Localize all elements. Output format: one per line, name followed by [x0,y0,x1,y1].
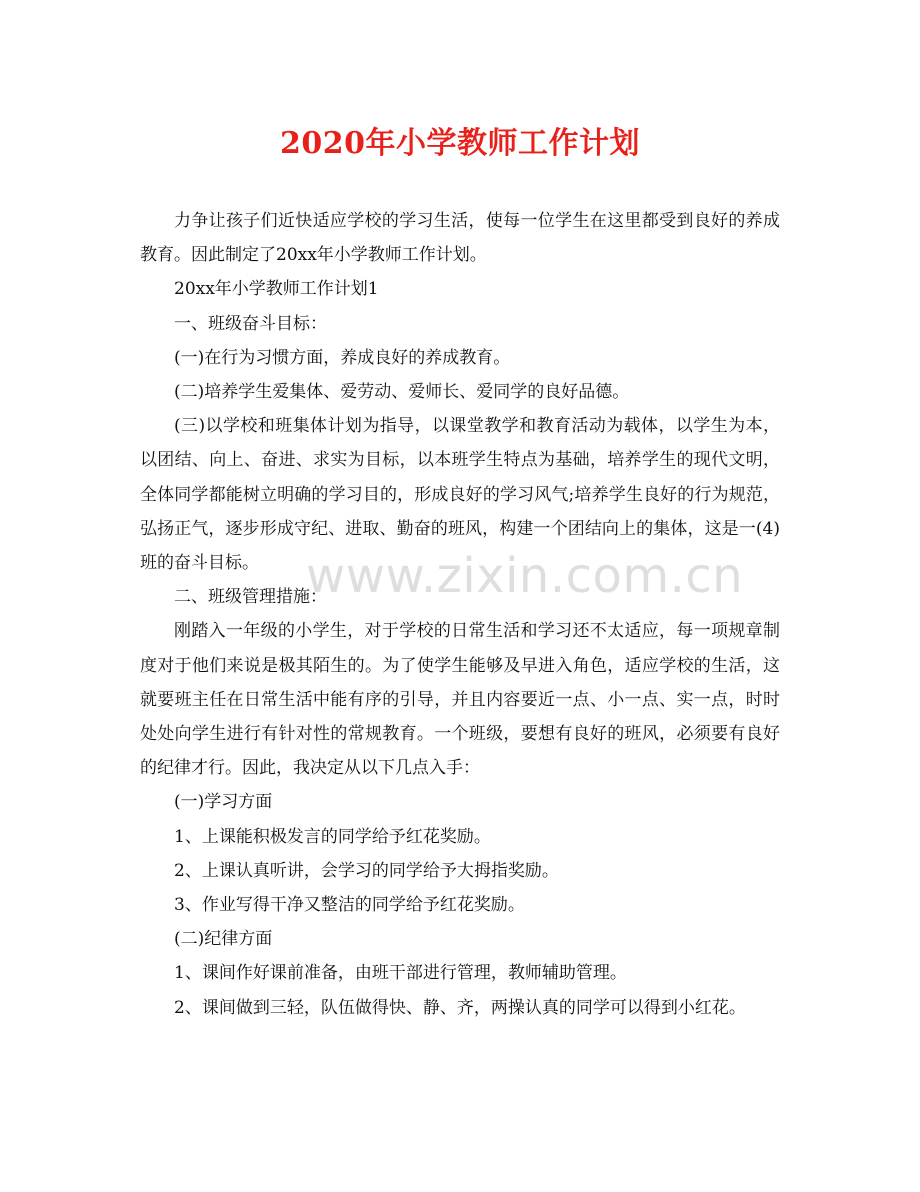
section-heading-measures: 二、班级管理措施： [174,587,327,608]
subheading-discipline: (二)纪律方面 [174,929,273,950]
paragraph-intro: 力争让孩子们近快适应学校的学习生活，使每一位学生在这里都受到良好的养成教育。因此制定了20xx年小学教师工作计划。 [140,211,780,266]
paragraph-goal-1: (一)在行为习惯方面，养成良好的养成教育。 [174,347,511,368]
watermark-text: www.zixin.com.cn [306,548,744,604]
paragraph-measures-intro: 刚踏入一年级的小学生，对于学校的日常生活和学习还不太适应，每一项规章制度对于他们来说是极其陌生的。为了使学生能够及早进入角色，适应学校的生活，这就要班主任在日常生活中能有序的引导，并且内容要近一点、小一点、实一点，时时处处向学生进行有针对性的常规教育。一个班级，要想有良好的班风，必须要有良好的纪律才行。因此，我决定从以下几点入手： [140,621,780,779]
paragraph-plan-heading: 20xx年小学教师工作计划1 [174,279,379,300]
document-title: 2020年小学教师工作计划 [280,126,640,161]
list-item-discipline-2: 2、课间做到三轻，队伍做得快、静、齐，两操认真的同学可以得到小红花。 [174,997,746,1018]
list-item-study-1: 1、上课能积极发言的同学给予红花奖励。 [174,826,491,847]
document-body [140,204,780,1025]
paragraph-goal-2: (二)培养学生爱集体、爱劳动、爱师长、爱同学的良好品德。 [174,382,630,403]
section-heading-goals: 一、班级奋斗目标： [174,313,327,334]
list-item-study-2: 2、上课认真听讲，会学习的同学给予大拇指奖励。 [174,860,559,881]
paragraph-goal-3: (三)以学校和班集体计划为指导，以课堂教学和教育活动为载体，以学生为本，以团结、向上、奋进、求实为目标，以本班学生特点为基础，培养学生的现代文明，全体同学都能树立明确的学习目的，形成良好的学习风气;培养学生良好的行为规范，弘扬正气，逐步形成守纪、进取、勤奋的班风，构建一个团结向上的集体，这是一(4)班的奋斗目标。 [140,416,780,574]
list-item-discipline-1: 1、课间作好课前准备，由班干部进行管理，教师辅助管理。 [174,963,627,984]
list-item-study-3: 3、作业写得干净又整洁的同学给予红花奖励。 [174,895,525,916]
subheading-study: (一)学习方面 [174,792,273,813]
